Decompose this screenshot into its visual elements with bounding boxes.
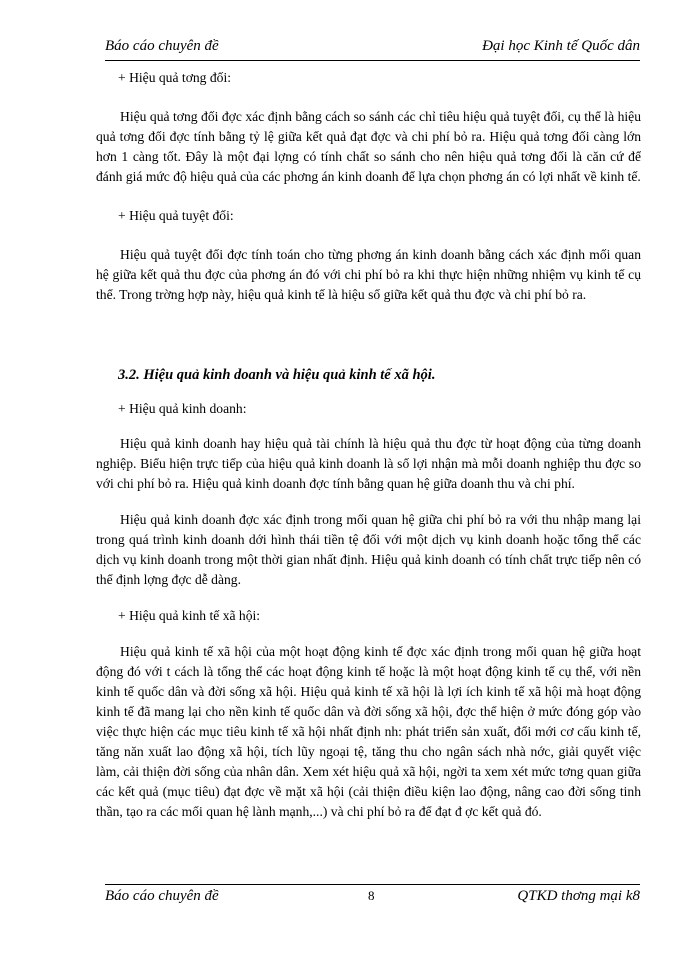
paragraph-business-efficiency-2: Hiệu quả kinh doanh đợc xác định trong mối quan hệ giữa chi phí bỏ ra với thu nhập mang lại trong quá trình kinh doanh dới hình thái tiền tệ đối với một dịch vụ kinh doanh hoặc tổng thể các dịch vụ kinh doanh trong một thời gian nhất định. Hiệu quả kinh doanh có tính chất trực tiếp nên có thể định lợng đợc dễ dàng. (96, 512, 641, 587)
subheading-absolute-efficiency: + Hiệu quả tuyệt đối: (118, 208, 234, 223)
subheading-relative-efficiency: + Hiệu quả tơng đối: (118, 70, 232, 85)
footer-left-text: Báo cáo chuyên đề (105, 888, 219, 904)
page-header (105, 36, 640, 61)
page-number: 8 (368, 888, 375, 903)
header-right-text: Đại học Kinh tế Quốc dân (482, 38, 640, 54)
document-body (96, 68, 641, 822)
header-left-text: Báo cáo chuyên đề (105, 38, 219, 54)
paragraph-socioeconomic-efficiency: Hiệu quả kinh tế xã hội của một hoạt động kinh tế đợc xác định trong mối quan hệ giữa hoạt động đó với t cách là tổng thể các hoạt động kinh tế hoặc là một hoạt động kinh tế cụ thể, với nền kinh tế quốc dân và đời sống xã hội. Hiệu quả kinh tế xã hội là lợi ích kinh tế xã hội mà hoạt động kinh tế đã mang lại cho nền kinh tế quốc dân và đời sống xã hội, đợc thể hiện ở mức đóng góp vào việc thực hiện các mục tiêu kinh tế xã hội nhất định nh: phát triển sản xuất, đổi mới cơ cấu kinh tế, tăng năn xuất lao động xã hội, tích lũy ngoại tệ, tăng thu cho ngân sách nhà nớc, giải quyết việc làm, cải thiện đời sống của nhân dân. Xem xét hiệu quả xã hội, ngời ta xem xét mức tơng quan giữa các kết quả (mục tiêu) đạt đợc về mặt xã hội (cải thiện điều kiện lao động, nâng cao đời sống tinh thần, tạo ra các mối quan hệ lành mạnh,...) và chi phí bỏ ra để đạt đ ợc kết quả đó. (96, 644, 641, 819)
subheading-business-efficiency: + Hiệu quả kinh doanh: (118, 401, 247, 416)
footer-right-text: QTKD thơng mại k8 (517, 888, 640, 904)
page-footer (105, 884, 640, 911)
paragraph-relative-efficiency: Hiệu quả tơng đối đợc xác định bằng cách so sánh các chỉ tiêu hiệu quả tuyệt đối, cụ thể là hiệu quả tơng đối đợc tính bằng tỷ lệ giữa kết quả đạt đợc và chi phí bỏ ra. Hiệu quả tơng đối càng lớn hơn 1 càng tốt. Đây là một đại lợng có tính chất so sánh cho nên hiệu quả tơng đối là căn cứ để đánh giá mức độ hiệu quả của các phơng án kinh doanh để lựa chọn phơng án có lợi nhất về kinh tế. (96, 109, 641, 184)
paragraph-business-efficiency: Hiệu quả kinh doanh hay hiệu quả tài chính là hiệu quả thu đợc từ hoạt động của từng doanh nghiệp. Biểu hiện trực tiếp của hiệu quả kinh doanh là số lợi nhận mà mỗi doanh nghiệp thu đợc so với chi phí bỏ ra. Hiệu quả kinh doanh đợc tính bằng quan hệ giữa doanh thu và chi phí. (96, 436, 641, 491)
section-heading: 3.2. Hiệu quả kinh doanh và hiệu quả kinh tế xã hội. (118, 367, 436, 383)
paragraph-absolute-efficiency: Hiệu quả tuyệt đối đợc tính toán cho từng phơng án kinh doanh bằng cách xác định mối quan hệ giữa kết quả thu đợc của phơng án đó với chi phí bỏ ra khi thực hiện những nhiệm vụ kinh tế cụ thể. Trong trờng hợp này, hiệu quả kinh tế là hiệu số giữa kết quả thu đợc và chi phí bỏ ra. (96, 247, 641, 302)
subheading-socioeconomic-efficiency: + Hiệu quả kinh tế xã hội: (118, 608, 261, 623)
